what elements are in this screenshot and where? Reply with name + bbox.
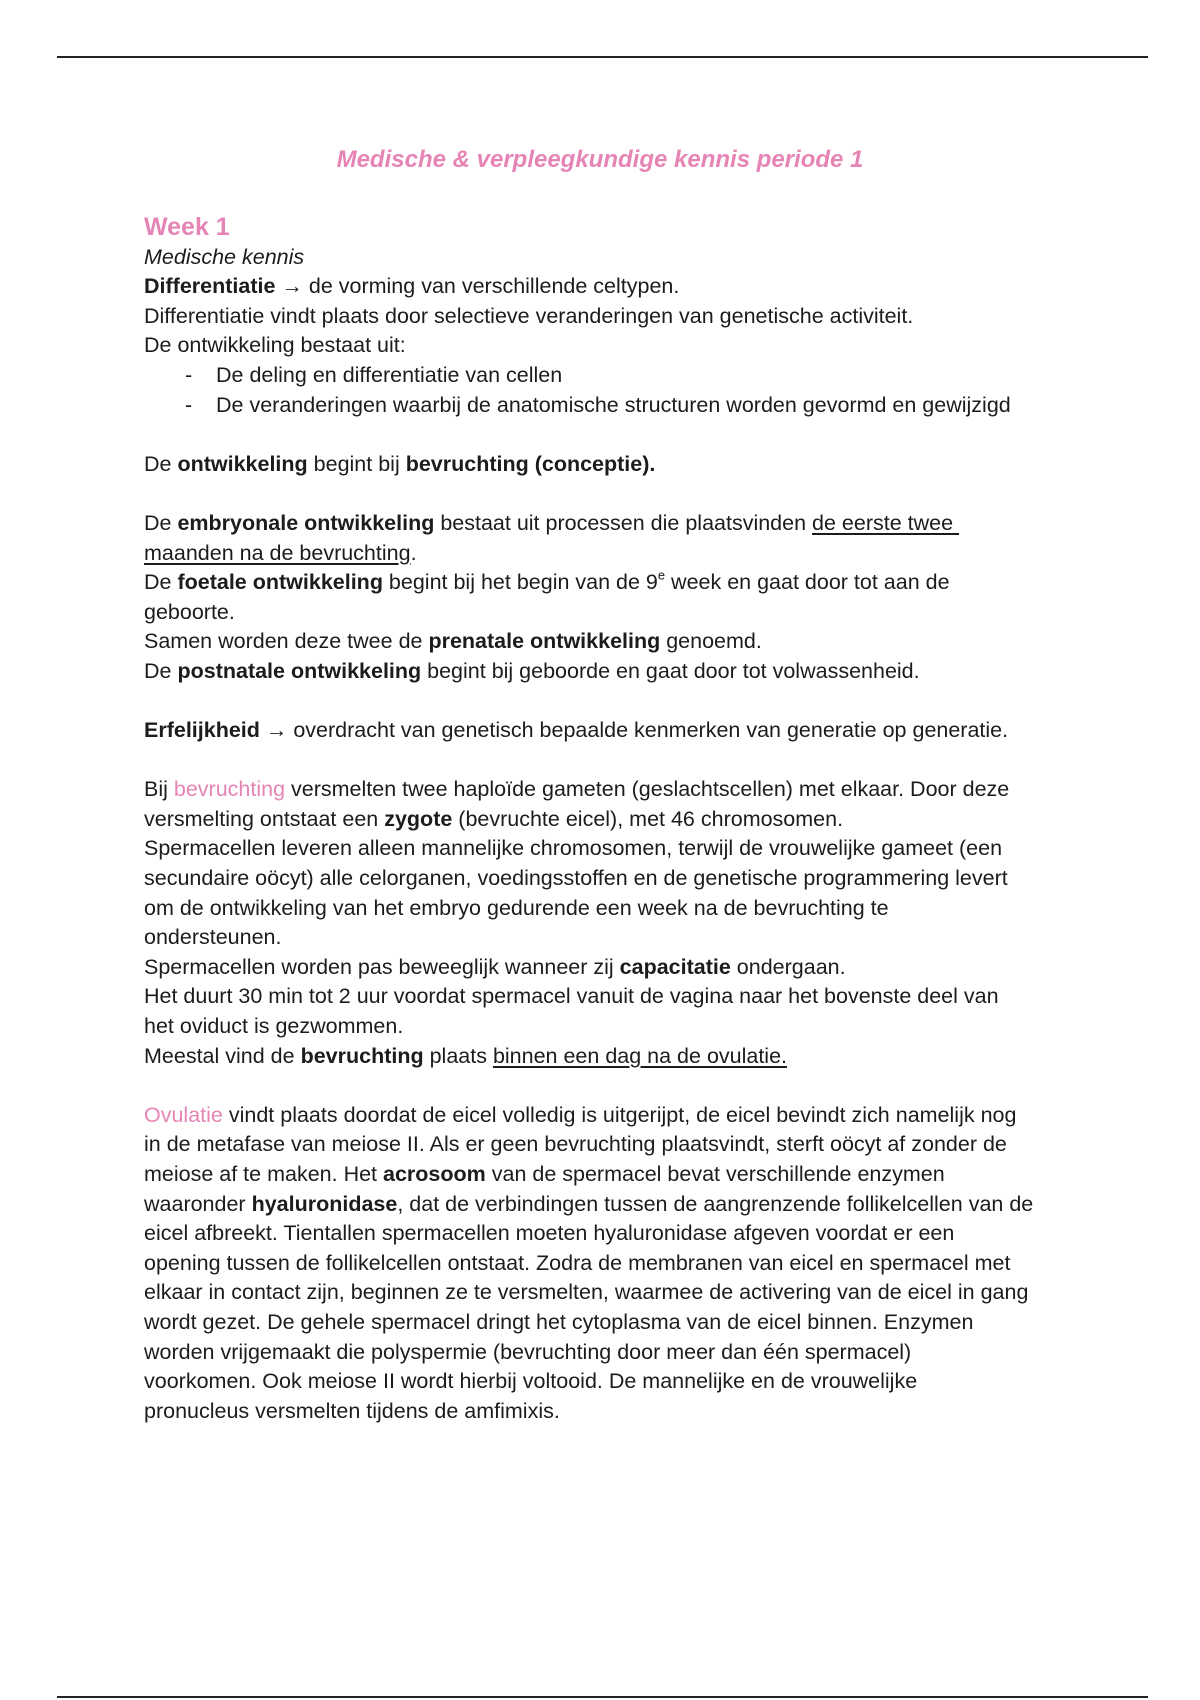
bullet-marker: - (185, 392, 193, 417)
text-line (144, 1278, 1154, 1308)
text-line (144, 1012, 1154, 1042)
text-run: worden vrijgemaakt die polyspermie (bevruchting door meer dan één spermacel) (144, 1339, 912, 1364)
text-run: genoemd. (660, 629, 762, 654)
text-line (144, 864, 1154, 894)
text-run: De deling en differentiatie van cellen (216, 362, 563, 387)
superscript: e (657, 567, 666, 583)
text-line (144, 1130, 1154, 1160)
text-run: secundaire oöcyt) alle celorganen, voedingsstoffen en de genetische programmering levert (144, 866, 1008, 891)
text-run: begint bij geboorde en gaat door tot volwassenheid. (421, 658, 920, 683)
bold-term: zygote (384, 806, 453, 831)
text-line (144, 1397, 1154, 1427)
underlined-text: maanden na de bevruchting (144, 540, 411, 565)
text-line (144, 1160, 1154, 1190)
text-line (144, 1042, 1154, 1072)
text-line (144, 302, 1154, 332)
text-line (144, 716, 1154, 746)
text-run: opening tussen de follikelcellen ontstaat. Zodra de membranen van eicel en spermacel met (144, 1250, 1011, 1275)
bold-term: ontwikkeling (177, 451, 308, 476)
text-run: ondersteunen. (144, 925, 282, 950)
text-line (144, 539, 1154, 569)
text-run: De (144, 451, 178, 476)
text-run: waaronder (144, 1191, 252, 1216)
bold-term: prenatale ontwikkeling (428, 629, 661, 654)
week-heading: Week 1 (144, 213, 230, 241)
text-run: (bevruchte eicel), met 46 chromosomen. (452, 806, 844, 831)
text-run: De ontwikkeling bestaat uit: (144, 333, 406, 358)
text-run: Bij (144, 777, 174, 802)
text-line (144, 598, 1154, 628)
text-line (144, 834, 1154, 864)
top-rule (57, 56, 1148, 58)
bold-term: bevruchting (300, 1043, 424, 1068)
text-line (144, 1101, 1154, 1131)
text-run: bestaat uit processen die plaatsvinden (434, 510, 813, 535)
bullet-item (144, 391, 1154, 421)
text-run: pronucleus versmelten tijdens de amfimixis. (144, 1398, 560, 1423)
paragraph (144, 450, 1154, 480)
text-run: plaats (423, 1043, 493, 1068)
text-run: de vorming van verschillende celtypen. (302, 274, 680, 299)
text-run: vindt plaats doordat de eicel volledig is uitgerijpt, de eicel bevindt zich namelijk nog (222, 1102, 1017, 1127)
section-heading: Medische kennis (144, 244, 305, 269)
text-run: De (144, 510, 178, 535)
paragraph (144, 1101, 1154, 1427)
text-run: begint bij het begin van de 9 (382, 570, 658, 595)
paragraph (144, 716, 1154, 746)
text-run: om de ontwikkeling van het embryo gedurende een week na de bevruchting te (144, 895, 889, 920)
text-run: Samen worden deze twee de (144, 629, 429, 654)
text-run: , dat de verbindingen tussen de aangrenzende follikelcellen van de (397, 1191, 1034, 1216)
text-run: van de spermacel bevat verschillende enzymen (485, 1162, 945, 1186)
text-line (144, 982, 1154, 1012)
bold-term: foetale ontwikkeling (177, 570, 383, 595)
bold-term: Erfelijkheid → (144, 718, 288, 743)
text-line (144, 1219, 1154, 1249)
bullet-marker: - (185, 362, 193, 387)
text-line (144, 568, 1154, 598)
text-line (144, 1249, 1154, 1279)
text-run: Meestal vind de (144, 1043, 301, 1068)
text-line (144, 1308, 1154, 1338)
document-body (144, 213, 1154, 1456)
text-line (144, 775, 1154, 805)
text-run: Differentiatie vindt plaats door selectieve veranderingen van genetische activiteit. (144, 303, 914, 328)
text-run: De veranderingen waarbij de anatomische structuren worden gevormd en gewijzigd (216, 392, 1011, 417)
text-run: week en gaat door tot aan de (665, 570, 950, 595)
bold-term: Differentiatie → (144, 274, 303, 299)
text-line (144, 894, 1154, 924)
text-run: . (410, 540, 417, 565)
text-run: eicel afbreekt. Tientallen spermacellen moeten hyaluronidase afgeven voordat er een (144, 1221, 955, 1246)
text-run: begint bij (307, 451, 406, 476)
text-run: het oviduct is gezwommen. (144, 1014, 404, 1039)
underlined-text: binnen een dag na de ovulatie. (492, 1043, 788, 1068)
text-run: ondergaan. (730, 954, 846, 979)
bold-term: postnatale ontwikkeling (177, 658, 422, 683)
text-line (144, 805, 1154, 835)
text-run: wordt gezet. De gehele spermacel dringt het cytoplasma van de eicel binnen. Enzymen (144, 1309, 974, 1334)
text-line (144, 1190, 1154, 1220)
text-line (144, 657, 1154, 687)
text-line (144, 1367, 1154, 1397)
paragraph (144, 272, 1154, 420)
text-line (144, 1338, 1154, 1368)
text-run: voorkomen. Ook meiose II wordt hierbij voltooid. De mannelijke en de vrouwelijke (144, 1369, 918, 1394)
text-line (144, 923, 1154, 953)
text-run: Spermacellen leveren alleen mannelijke chromosomen, terwijl de vrouwelijke gameet (een (144, 836, 1003, 861)
bold-term: acrosoom (383, 1162, 486, 1186)
highlighted-term: bevruchting (173, 777, 286, 802)
text-line (144, 953, 1154, 983)
bold-term: bevruchting (conceptie). (405, 451, 656, 476)
text-line (144, 509, 1154, 539)
text-line (144, 627, 1154, 657)
text-run: Het duurt 30 min tot 2 uur voordat spermacel vanuit de vagina naar het bovenste deel van (144, 984, 999, 1009)
text-run: in de metafase van meiose II. Als er geen bevruchting plaatsvindt, sterft oöcyt af zonder de (144, 1132, 1007, 1157)
text-run: overdracht van genetisch bepaalde kenmerken van generatie op generatie. (287, 718, 1009, 743)
text-run: Spermacellen worden pas beweeglijk wanneer zij (144, 954, 620, 979)
text-run: meiose af te maken. Het (144, 1162, 383, 1186)
text-run: De (144, 570, 178, 595)
text-run: elkaar in contact zijn, beginnen ze te versmelten, waarmee de activering van de eicel in gang (144, 1280, 1029, 1305)
text-run: geboorte. (144, 599, 235, 624)
underlined-text: de eerste twee (812, 510, 960, 535)
bold-term: hyaluronidase (251, 1191, 398, 1216)
document-title: Medische & verpleegkundige kennis periode 1 (336, 146, 864, 173)
highlighted-term: Ovulatie (144, 1102, 223, 1127)
text-line (144, 331, 1154, 361)
text-run: De (144, 658, 178, 683)
text-run: versmelten twee haploïde gameten (geslachtscellen) met elkaar. Door deze (285, 777, 1010, 802)
bold-term: embryonale ontwikkeling (177, 510, 435, 535)
text-run: versmelting ontstaat een (144, 806, 385, 831)
text-line (144, 450, 1154, 480)
paragraph (144, 775, 1154, 1071)
bottom-rule (57, 1696, 1148, 1698)
bullet-item (144, 361, 1154, 391)
paragraph (144, 509, 1154, 687)
text-line (144, 272, 1154, 302)
bold-term: capacitatie (619, 954, 731, 979)
